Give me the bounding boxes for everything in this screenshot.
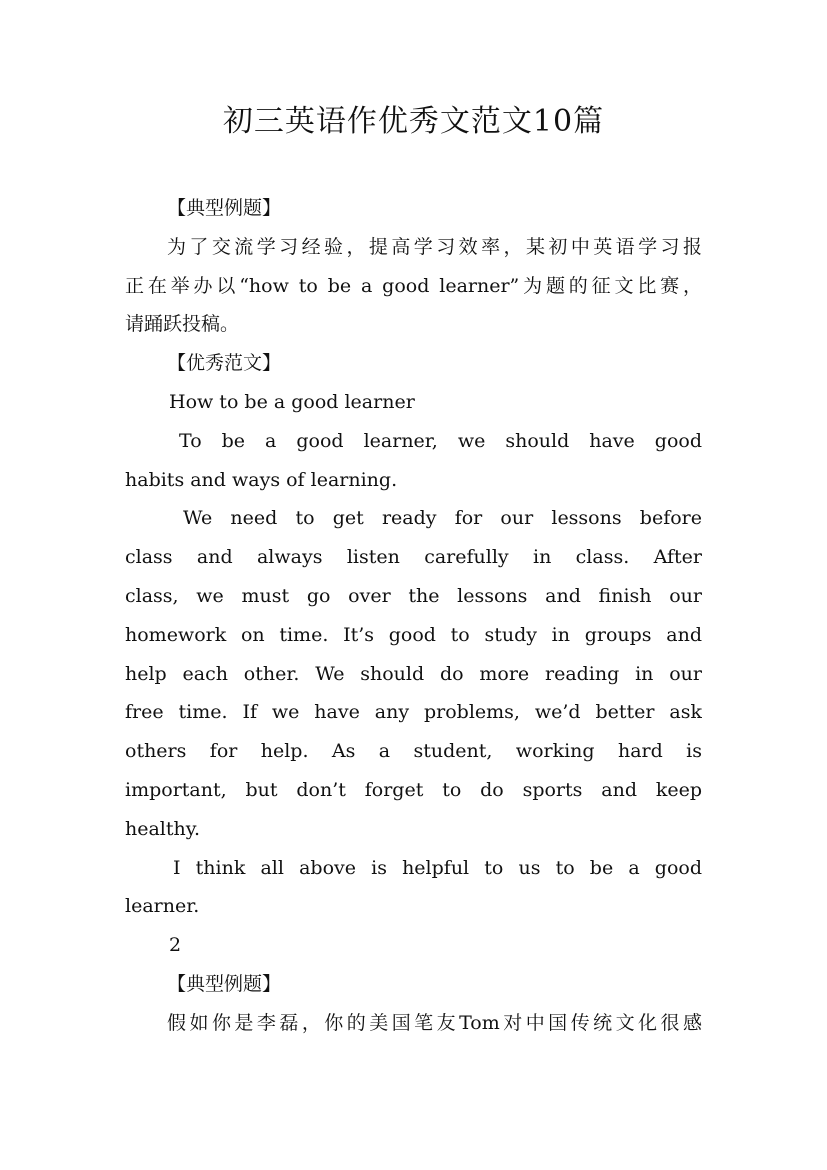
paragraph-line: 为了交流学习经验，提高学习效率，某初中英语学习报 <box>167 235 702 258</box>
paragraph-line: We need to get ready for our lessons before <box>183 507 702 530</box>
paragraph-line: 正在举办以“how to be a good learner”为题的征文比赛， <box>125 274 702 297</box>
paragraph-line: To be a good learner, we should have good <box>179 429 702 452</box>
paragraph-line: homework on time. It’s good to study in groups and <box>125 623 702 646</box>
essay-title: How to be a good learner <box>169 390 415 413</box>
document-body <box>125 189 702 1043</box>
page-title: 初三英语作优秀文范文10篇 <box>222 104 605 139</box>
section-number: 2 <box>169 934 182 957</box>
paragraph-line: help each other. We should do more reading in our <box>125 662 702 685</box>
section-heading-sample: 【优秀范文】 <box>167 352 282 375</box>
section-heading-example: 【典型例题】 <box>167 972 282 995</box>
paragraph-line: 假如你是李磊，你的美国笔友Tom对中国传统文化很感 <box>167 1011 702 1034</box>
paragraph-line: habits and ways of learning. <box>125 468 398 491</box>
paragraph-line: important, but don’t forget to do sports and keep <box>125 778 702 801</box>
paragraph-line: free time. If we have any problems, we’d better ask <box>125 701 702 724</box>
paragraph-line: healthy. <box>125 817 201 840</box>
paragraph-line: class and always listen carefully in class. After <box>125 546 702 569</box>
paragraph-line: I think all above is helpful to us to be a good <box>173 856 702 879</box>
paragraph-line: class, we must go over the lessons and finish our <box>125 584 702 607</box>
paragraph-line: 请踊跃投稿。 <box>125 313 240 336</box>
paragraph-line: learner. <box>125 895 200 918</box>
section-heading-example: 【典型例题】 <box>167 197 282 219</box>
paragraph-line: others for help. As a student, working hard is <box>125 740 702 763</box>
